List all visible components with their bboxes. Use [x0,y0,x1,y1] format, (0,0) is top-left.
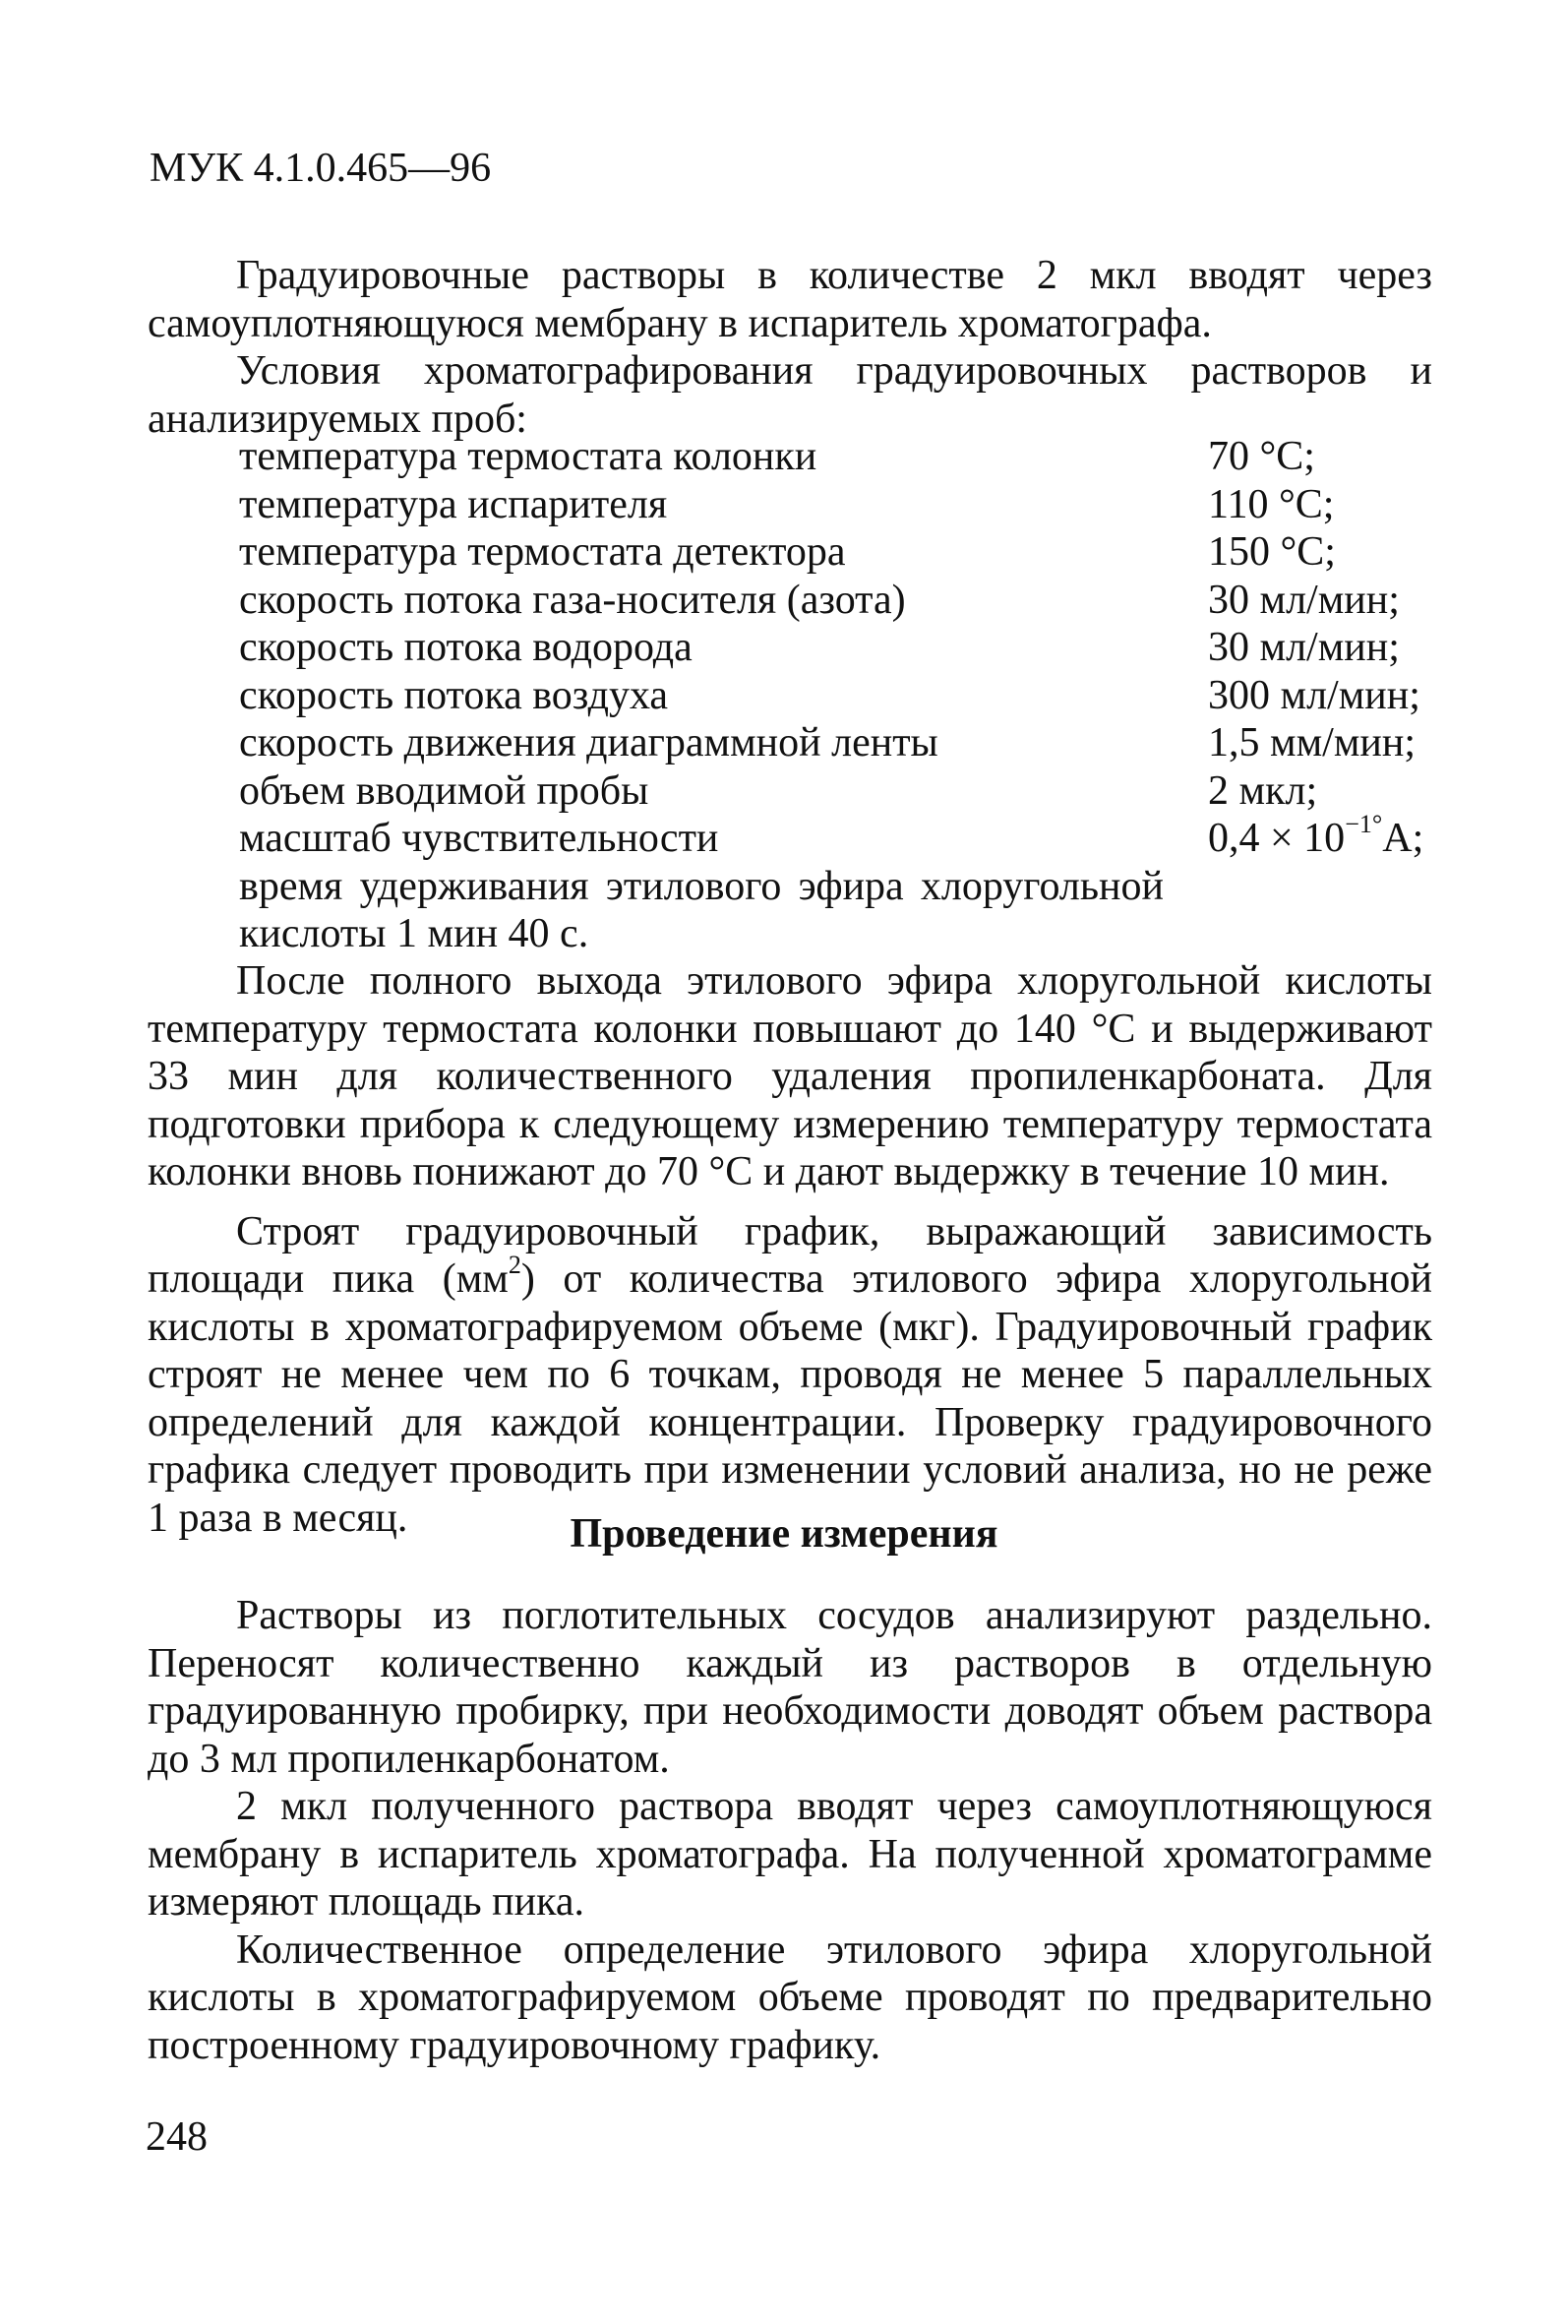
intro-paragraph-1: Градуировочные растворы в количестве 2 мкл вводят через самоуплотняющуюся мембрану в испаритель хроматографа. [148,253,1432,346]
condition-row [239,624,1434,672]
measurement-block [148,1592,1432,2069]
condition-label: температура термостата колонки [239,434,817,479]
retention-value: 1 мин 40 с. [396,911,589,956]
page-number: 248 [146,2114,208,2160]
value-exponent: −1° [1345,810,1383,838]
retention-label-line-2: кислоты [239,911,387,956]
retention-row [239,863,1434,958]
retention-label-line-1: время удерживания этилового эфира хлоругольной [239,863,1164,909]
intro-paragraph-2: Условия хроматографирования градуировочных растворов и анализируемых проб: [148,348,1432,442]
condition-label: температура термостата детектора [239,529,846,575]
condition-value: 30 мл/мин; [1208,625,1400,670]
condition-label: скорость потока газа-носителя (азота) [239,577,906,623]
value-unit: А; [1382,816,1424,861]
condition-label: объем вводимой пробы [239,767,649,814]
condition-value: 2 мкл; [1208,767,1318,814]
value-base: 0,4 × 10 [1208,816,1346,861]
condition-row [239,481,1434,529]
section-title: Проведение измерения [570,1511,998,1557]
p2-text-a: Строят градуировочный график, выражающий зависимость площади пика (мм [148,1208,1432,1302]
procedure-paragraph-1: После полного выхода этилового эфира хлоругольной кислоты температуру термостата колонки повышают до 140 °С и выдерживают 33 мин для количественного удаления пропиленкарбоната. Для подготовки прибора к следующему измерению температуру термостата колонки вновь понижают до 70 °С и дают выдержку в течение 10 мин. [148,958,1432,1194]
condition-value: 70 °С; [1208,434,1315,479]
measurement-paragraph-2: 2 мкл полученного раствора вводят через самоуплотняющуюся мембрану в испаритель хроматографа. На полученной хроматограмме измеряют площадь пика. [148,1784,1432,1925]
intro-block [148,252,1432,443]
procedure-block [148,957,1432,1542]
measurement-paragraph-1: Растворы из поглотительных сосудов анализируют раздельно. Переносят количественно каждый из растворов в отдельную градуированную пробирку, при необходимости доводят объем раствора до 3 мл пропиленкарбонатом. [148,1593,1432,1782]
measurement-paragraph-3: Количественное определение этилового эфира хлоругольной кислоты в хроматографируемом объеме проводят по предварительно построенному градуировочному графику. [148,1926,1432,2068]
procedure-paragraph-2 [148,1208,1432,1543]
document-code-header: МУК 4.1.0.465—96 [150,146,492,191]
condition-row [239,433,1434,481]
condition-row [239,719,1434,767]
condition-label: скорость потока водорода [239,625,693,670]
p2-text-b: ) от количества этилового эфира хлоругольной кислоты в хроматографируемом объеме (мкг). Градуировочный график строят не менее чем по 6 точкам, проводя не менее 5 параллельных определений для каждой концентрации. Проверку градуировочного графика следует проводить при изменении условий анализа, но не реже 1 раза в месяц. [148,1256,1432,1541]
condition-label: масштаб чувствительности [239,816,719,861]
condition-value: 300 мл/мин; [1208,672,1420,718]
retention-row-2 [239,910,1434,958]
condition-value: 1,5 мм/мин; [1208,720,1417,765]
condition-value: 110 °С; [1208,481,1335,527]
condition-row [239,672,1434,720]
condition-row [239,528,1434,577]
condition-label: скорость движения диаграммной ленты [239,720,938,765]
condition-value [1208,810,1424,863]
condition-value: 150 °С; [1208,529,1336,575]
condition-label: температура испарителя [239,481,668,527]
condition-label: скорость потока воздуха [239,672,669,718]
condition-value: 30 мл/мин; [1208,577,1400,623]
condition-row [239,810,1434,863]
p2-superscript: 2 [508,1251,521,1279]
conditions-list [239,433,1434,958]
condition-row [239,577,1434,625]
condition-row [239,767,1434,816]
